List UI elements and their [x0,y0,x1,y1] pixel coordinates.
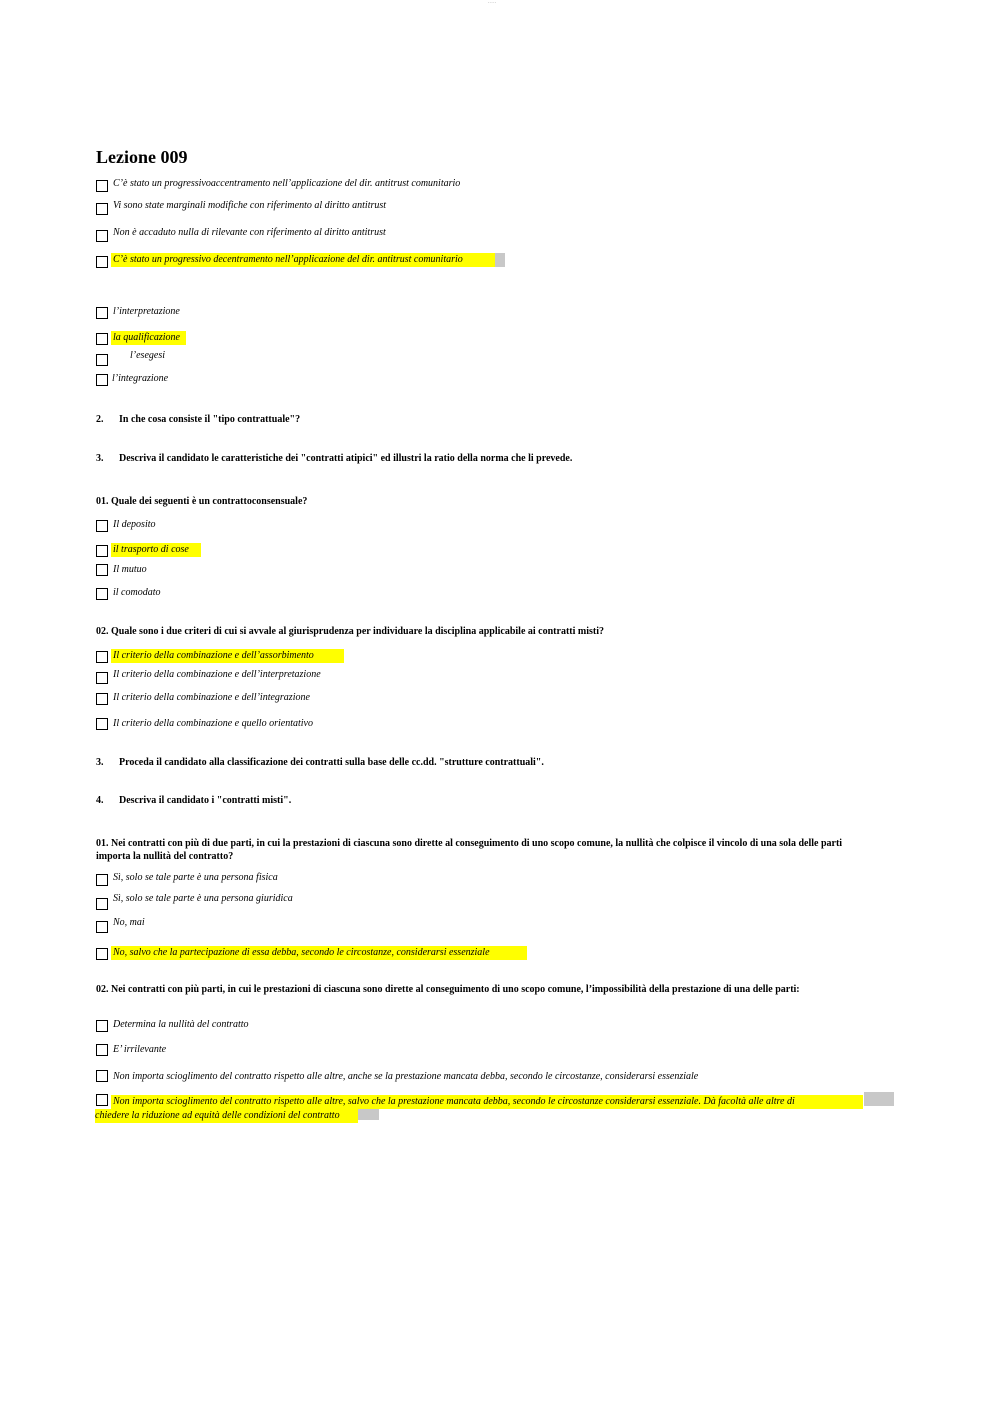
checkbox[interactable] [96,180,108,192]
gray-mark [358,1109,379,1120]
question-text: In che cosa consiste il "tipo contrattuale"? [119,414,301,425]
checkbox[interactable] [96,921,108,933]
question-number: 3. [96,757,104,768]
option-text: No, mai [113,917,145,928]
checkbox[interactable] [96,307,108,319]
checkbox[interactable] [96,374,108,386]
question-text: 01. Nei contratti con più di due parti, in cui la prestazioni di ciascuna sono dirette al conseguimento di uno scopo comune, la nullità che colpisce il vincolo di una sola delle parti importa la nullità del contratto? [96,838,843,862]
option-text: l’interpretazione [113,306,180,317]
option-text: Sì, solo se tale parte è una persona fisica [113,872,278,883]
checkbox[interactable] [96,651,108,663]
checkbox[interactable] [96,1044,108,1056]
option-text-highlighted: Il criterio della combinazione e dell’assorbimento [111,649,344,663]
question-text: Descriva il candidato le caratteristiche dei "contratti atipici" ed illustri la ratio della norma che li prevede. [119,453,573,464]
option-text: il comodato [113,587,161,598]
option-text: Determina la nullità del contratto [113,1019,249,1030]
option-text-highlighted: Non importa scioglimento del contratto rispetto alle altre, salvo che la prestazione mancata debba, secondo le circostanze considerarsi essenziale. Dà facoltà alle altre di [111,1095,863,1109]
option-text: Non è accaduto nulla di rilevante con riferimento al diritto antitrust [113,227,386,238]
option-text: C’è stato un progressivoaccentramento nell’applicazione del dir. antitrust comunitario [113,178,461,189]
checkbox[interactable] [96,588,108,600]
option-text: Sì, solo se tale parte è una persona giuridica [113,893,293,904]
checkbox[interactable] [96,948,108,960]
option-text: Il criterio della combinazione e dell’integrazione [113,692,310,703]
checkbox[interactable] [96,564,108,576]
checkbox[interactable] [96,1094,108,1106]
option-text-highlighted: la qualificazione [111,331,186,345]
option-text-highlighted: chiedere la riduzione ad equità delle condizioni del contratto [95,1109,358,1123]
checkbox[interactable] [96,520,108,532]
option-text-highlighted: No, salvo che la partecipazione di essa debba, secondo le circostanze, considerarsi essenziale [111,946,527,960]
checkbox[interactable] [96,718,108,730]
page-title: Lezione 009 [96,147,188,167]
checkbox[interactable] [96,545,108,557]
option-text: Non importa scioglimento del contratto rispetto alle altre, anche se la prestazione mancata debba, secondo le circostanze, considerarsi essenziale [113,1071,699,1082]
question-text: 01. Quale dei seguenti è un contrattoconsensuale? [96,496,308,507]
open-question [96,413,300,426]
checkbox[interactable] [96,203,108,215]
option-text: Il deposito [113,519,156,530]
option-text: Il mutuo [113,564,147,575]
question-text: 02. Quale sono i due criteri di cui si avvale al giurisprudenza per individuare la disciplina applicabile ai contratti misti? [96,626,604,637]
checkbox[interactable] [96,874,108,886]
question-text: 02. Nei contratti con più parti, in cui le prestazioni di ciascuna sono dirette al conseguimento di uno scopo comune, l’impossibilità della prestazione di una delle parti: [96,984,800,995]
option-text: Vi sono state marginali modifiche con riferimento al diritto antitrust [113,200,387,211]
open-question [96,452,572,465]
checkbox[interactable] [96,672,108,684]
page-header-mark: - - - - - [488,0,496,4]
checkbox[interactable] [96,333,108,345]
option-text: Il criterio della combinazione e quello orientativo [113,718,313,729]
checkbox[interactable] [96,693,108,705]
open-question [96,794,291,807]
option-text: E’ irrilevante [113,1044,167,1055]
question-text: Descriva il candidato i "contratti misti". [119,795,292,806]
checkbox[interactable] [96,354,108,366]
gray-mark [864,1092,894,1106]
open-question [96,756,544,769]
checkbox[interactable] [96,256,108,268]
checkbox[interactable] [96,1070,108,1082]
question-number: 4. [96,795,104,806]
checkbox[interactable] [96,898,108,910]
option-text-highlighted: C’è stato un progressivo decentramento nell’applicazione del dir. antitrust comunitario [111,253,497,267]
option-text-highlighted: il trasporto di cose [111,543,201,557]
question-number: 2. [96,414,104,425]
gray-mark [495,253,505,267]
question-text: Proceda il candidato alla classificazione dei contratti sulla base delle cc.dd. "strutture contrattuali". [119,757,544,768]
question-number: 3. [96,453,104,464]
option-text: l’integrazione [112,373,169,384]
option-text: Il criterio della combinazione e dell’interpretazione [113,669,321,680]
checkbox[interactable] [96,1020,108,1032]
checkbox[interactable] [96,230,108,242]
option-text: l’esegesi [130,350,165,361]
